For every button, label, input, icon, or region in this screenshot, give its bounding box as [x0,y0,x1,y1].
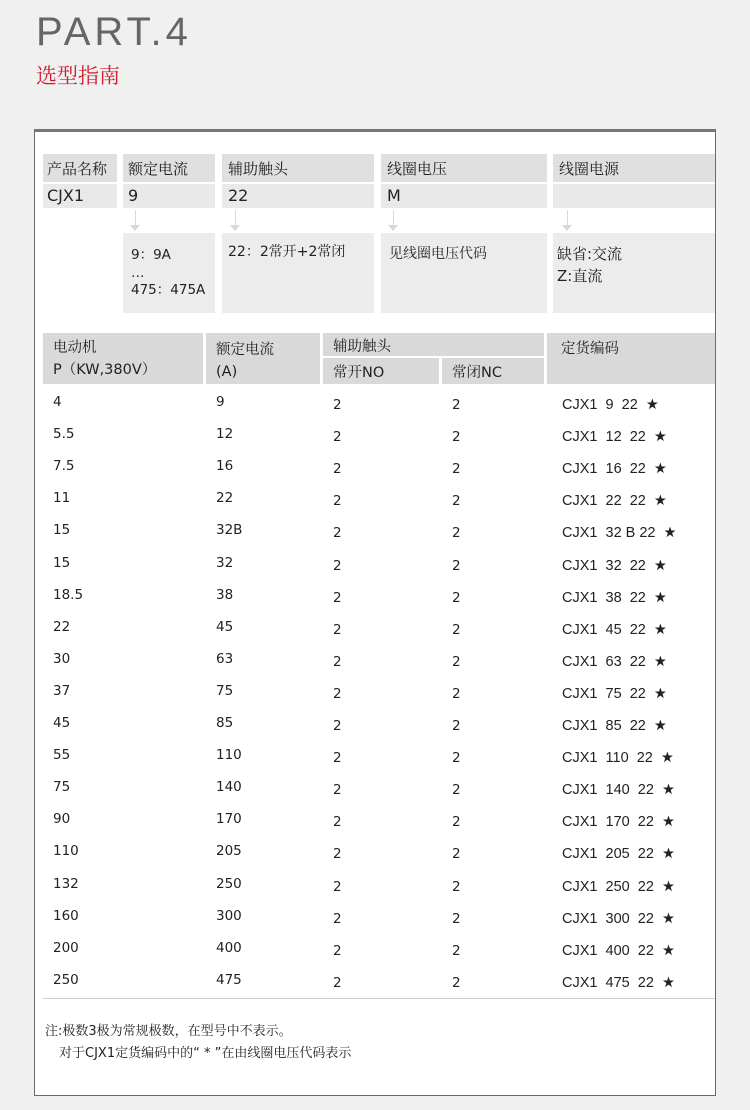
cell-order-code: CJX1 300 22 ★ [562,910,675,927]
cell-nc: 2 [452,750,461,767]
label-aux-contacts: 辅助触头 [222,154,374,182]
cell-nc: 2 [452,621,461,638]
th-code: 定货编码 [547,333,715,384]
cell-motor-power: 90 [53,811,71,828]
cell-order-code: CJX1 170 22 ★ [562,814,675,831]
arrow-current-head [130,225,140,231]
cell-motor-power: 7.5 [53,458,75,475]
cell-motor-power: 15 [53,554,71,571]
cell-no: 2 [333,846,342,863]
explain-current [123,233,215,313]
cell-rated-current: 16 [216,458,234,475]
cell-no: 2 [333,621,342,638]
cell-rated-current: 45 [216,618,234,635]
cell-no: 2 [333,974,342,991]
cell-no: 2 [333,653,342,670]
value-product-name: CJX1 [43,184,117,208]
cell-nc: 2 [452,589,461,606]
cell-no: 2 [333,814,342,831]
cell-motor-power: 250 [53,971,79,988]
cell-nc: 2 [452,493,461,510]
cell-nc: 2 [452,429,461,446]
arrow-voltage-head [388,225,398,231]
section-subtitle: 选型指南 [36,64,120,88]
cell-rated-current: 75 [216,682,234,699]
cell-order-code: CJX1 250 22 ★ [562,878,675,895]
selection-guide-panel [34,129,716,1096]
cell-no: 2 [333,525,342,542]
notes-separator [43,998,715,999]
cell-motor-power: 11 [53,490,71,507]
cell-order-code: CJX1 75 22 ★ [562,685,667,702]
arrow-current [135,210,136,226]
cell-no: 2 [333,685,342,702]
arrow-contacts [235,210,236,226]
cell-no: 2 [333,910,342,927]
cell-no: 2 [333,782,342,799]
cell-nc: 2 [452,942,461,959]
explain-voltage: 见线圈电压代码 [381,233,547,313]
cell-nc: 2 [452,878,461,895]
cell-order-code: CJX1 16 22 ★ [562,461,667,478]
note-line-1: 注:极数3极为常规极数，在型号中不表示。 [45,1024,292,1039]
cell-order-code: CJX1 32 B 22 ★ [562,525,677,542]
cell-rated-current: 140 [216,779,242,796]
cell-rated-current: 250 [216,875,242,892]
th-motor-label: 电动机 [53,340,97,356]
cell-order-code: CJX1 140 22 ★ [562,782,675,799]
cell-motor-power: 45 [53,715,71,731]
th-current-label: 额定电流 [216,342,274,358]
cell-motor-power: 160 [53,907,79,924]
cell-no: 2 [333,718,342,734]
th-no: 常开NO [323,358,439,384]
th-motor-sub: P（KW,380V） [53,362,157,378]
value-coil-source [553,184,715,208]
cell-nc: 2 [452,685,461,702]
th-nc: 常闭NC [442,358,544,384]
cell-no: 2 [333,461,342,478]
cell-order-code: CJX1 110 22 ★ [562,750,674,767]
explain-source-line1: 缺省:交流 [557,245,623,263]
cell-rated-current: 22 [216,490,234,507]
cell-motor-power: 22 [53,618,71,635]
explain-current-line3: 475：475A [131,282,206,298]
cell-rated-current: 32 [216,554,234,571]
cell-no: 2 [333,942,342,959]
cell-rated-current: 12 [216,426,234,443]
cell-nc: 2 [452,910,461,927]
cell-no: 2 [333,493,342,510]
cell-order-code: CJX1 9 22 ★ [562,397,659,413]
cell-order-code: CJX1 400 22 ★ [562,942,675,959]
cell-no: 2 [333,589,342,606]
cell-rated-current: 300 [216,907,242,924]
cell-rated-current: 63 [216,650,234,667]
th-current-sub: (A) [216,364,238,380]
cell-motor-power: 37 [53,682,71,699]
cell-motor-power: 5.5 [53,426,75,443]
cell-motor-power: 55 [53,747,71,764]
cell-no: 2 [333,557,342,574]
value-rated-current: 9 [123,184,215,208]
arrow-voltage [393,210,394,226]
cell-motor-power: 132 [53,875,79,892]
cell-rated-current: 170 [216,811,242,828]
cell-rated-current: 32B [216,522,243,539]
cell-rated-current: 400 [216,939,242,956]
arrow-source [567,210,568,226]
cell-no: 2 [333,878,342,895]
label-product-name: 产品名称 [43,154,117,182]
label-coil-voltage: 线圈电压 [381,154,547,182]
note-line-2: 对于CJX1定货编码中的“ * ”在由线圈电压代码表示 [59,1046,352,1061]
value-coil-voltage: M [381,184,547,208]
cell-nc: 2 [452,397,461,413]
cell-rated-current: 9 [216,394,225,410]
cell-rated-current: 38 [216,586,234,603]
cell-order-code: CJX1 12 22 ★ [562,429,667,446]
cell-order-code: CJX1 475 22 ★ [562,974,675,991]
cell-order-code: CJX1 63 22 ★ [562,653,667,670]
cell-nc: 2 [452,782,461,799]
explain-current-line2: … [131,265,145,281]
arrow-contacts-head [230,225,240,231]
cell-nc: 2 [452,974,461,991]
cell-nc: 2 [452,653,461,670]
cell-motor-power: 110 [53,843,79,860]
cell-nc: 2 [452,814,461,831]
cell-motor-power: 200 [53,939,79,956]
cell-rated-current: 110 [216,747,242,764]
cell-nc: 2 [452,461,461,478]
cell-order-code: CJX1 85 22 ★ [562,718,667,734]
part-title: PART.4 [36,10,192,54]
cell-motor-power: 15 [53,522,71,539]
explain-current-line1: 9：9A [131,247,171,263]
cell-order-code: CJX1 32 22 ★ [562,557,667,574]
label-coil-source: 线圈电源 [553,154,715,182]
arrow-source-head [562,225,572,231]
cell-nc: 2 [452,846,461,863]
th-current [206,333,320,384]
cell-rated-current: 205 [216,843,242,860]
cell-no: 2 [333,397,342,413]
cell-nc: 2 [452,557,461,574]
explain-source-line2: Z:直流 [557,267,603,285]
cell-motor-power: 30 [53,650,71,667]
cell-no: 2 [333,429,342,446]
cell-nc: 2 [452,718,461,734]
cell-nc: 2 [452,525,461,542]
explain-contacts: 22：2常开+2常闭 [222,233,374,313]
cell-no: 2 [333,750,342,767]
cell-motor-power: 75 [53,779,71,796]
value-aux-contacts: 22 [222,184,374,208]
th-motor [43,333,203,384]
label-rated-current: 额定电流 [123,154,215,182]
th-aux: 辅助触头 [323,333,544,356]
cell-order-code: CJX1 45 22 ★ [562,621,667,638]
cell-order-code: CJX1 38 22 ★ [562,589,667,606]
cell-order-code: CJX1 22 22 ★ [562,493,667,510]
cell-motor-power: 4 [53,394,62,410]
cell-rated-current: 475 [216,971,242,988]
cell-motor-power: 18.5 [53,586,84,603]
explain-source [553,233,715,313]
cell-order-code: CJX1 205 22 ★ [562,846,675,863]
cell-rated-current: 85 [216,715,234,731]
